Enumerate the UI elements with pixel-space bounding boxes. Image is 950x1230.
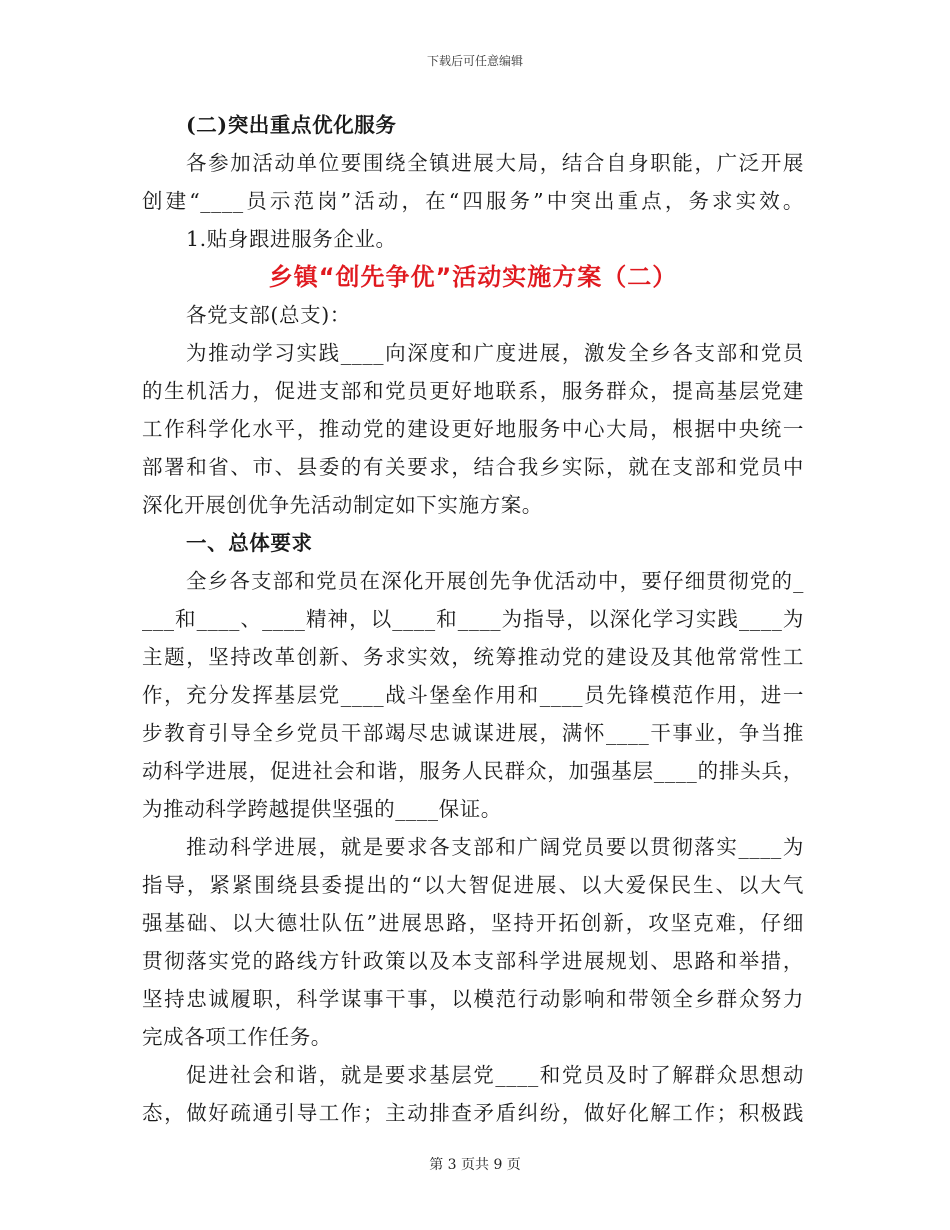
text-line: ___和____、____精神，以____和____为指导，以深化学习实践____为 [142, 607, 804, 631]
document-body [142, 106, 804, 1132]
text-line: 强基础、以大德壮队伍”进展思路，坚持开拓创新，攻坚克难，仔细 [142, 911, 804, 935]
text-line: 为推动科学跨越提供坚强的____保证。 [142, 797, 502, 821]
text-line: 坚持忠诚履职，科学谋事干事，以模范行动影响和带领全乡群众努力 [142, 987, 804, 1011]
text-line: 为推动学习实践____向深度和广度进展，激发全乡各支部和党员 [186, 341, 804, 365]
text-line: 贯彻落实党的路线方针政策以及本支部科学进展规划、思路和举措， [142, 949, 804, 973]
text-line: 指导，紧紧围绕县委提出的“以大智促进展、以大爱保民生、以大气 [142, 873, 804, 897]
text-line: 推动科学进展，就是要求各支部和广阔党员要以贯彻落实____为 [186, 835, 804, 859]
text-line: 创建“____员示范岗”活动，在“四服务”中突出重点，务求实效。 [142, 189, 804, 213]
text-line: 工作科学化水平，推动党的建设更好地服务中心大局，根据中央统一 [142, 417, 804, 441]
text-line: 深化开展创优争先活动制定如下实施方案。 [142, 493, 543, 517]
page-header-note: 下载后可任意编辑 [426, 54, 523, 68]
text-line: 主题，坚持改革创新、务求实效，统筹推动党的建设及其他常常性工 [142, 645, 804, 669]
text-line: 各参加活动单位要围绕全镇进展大局，结合自身职能，广泛开展 [186, 151, 804, 175]
document-title: 乡镇“创先争优”活动实施方案（二） [268, 263, 678, 291]
text-line: 部署和省、市、县委的有关要求，结合我乡实际，就在支部和党员中 [142, 455, 804, 479]
text-line: 各党支部(总支)： [186, 303, 351, 327]
page-footer: 第 3 页共 9 页 [429, 1157, 521, 1173]
section-heading: (二)突出重点优化服务 [186, 113, 397, 137]
text-line: 促进社会和谐，就是要求基层党____和党员及时了解群众思想动 [186, 1063, 804, 1087]
section-heading: 一、总体要求 [186, 531, 313, 555]
text-line: 1.贴身跟进服务企业。 [186, 227, 397, 251]
text-line: 步教育引导全乡党员干部竭尽忠诚谋进展，满怀____干事业，争当推 [142, 721, 804, 745]
text-line: 动科学进展，促进社会和谐，服务人民群众，加强基层____的排头兵， [142, 759, 804, 783]
text-line: 完成各项工作任务。 [142, 1025, 332, 1049]
text-line: 的生机活力，促进支部和党员更好地联系，服务群众，提高基层党建 [142, 379, 804, 403]
text-line: 态，做好疏通引导工作；主动排查矛盾纠纷，做好化解工作；积极践 [142, 1101, 804, 1125]
text-line: 全乡各支部和党员在深化开展创先争优活动中，要仔细贯彻党的_ [186, 569, 804, 593]
text-line: 作，充分发挥基层党____战斗堡垒作用和____员先锋模范作用，进一 [142, 683, 804, 707]
